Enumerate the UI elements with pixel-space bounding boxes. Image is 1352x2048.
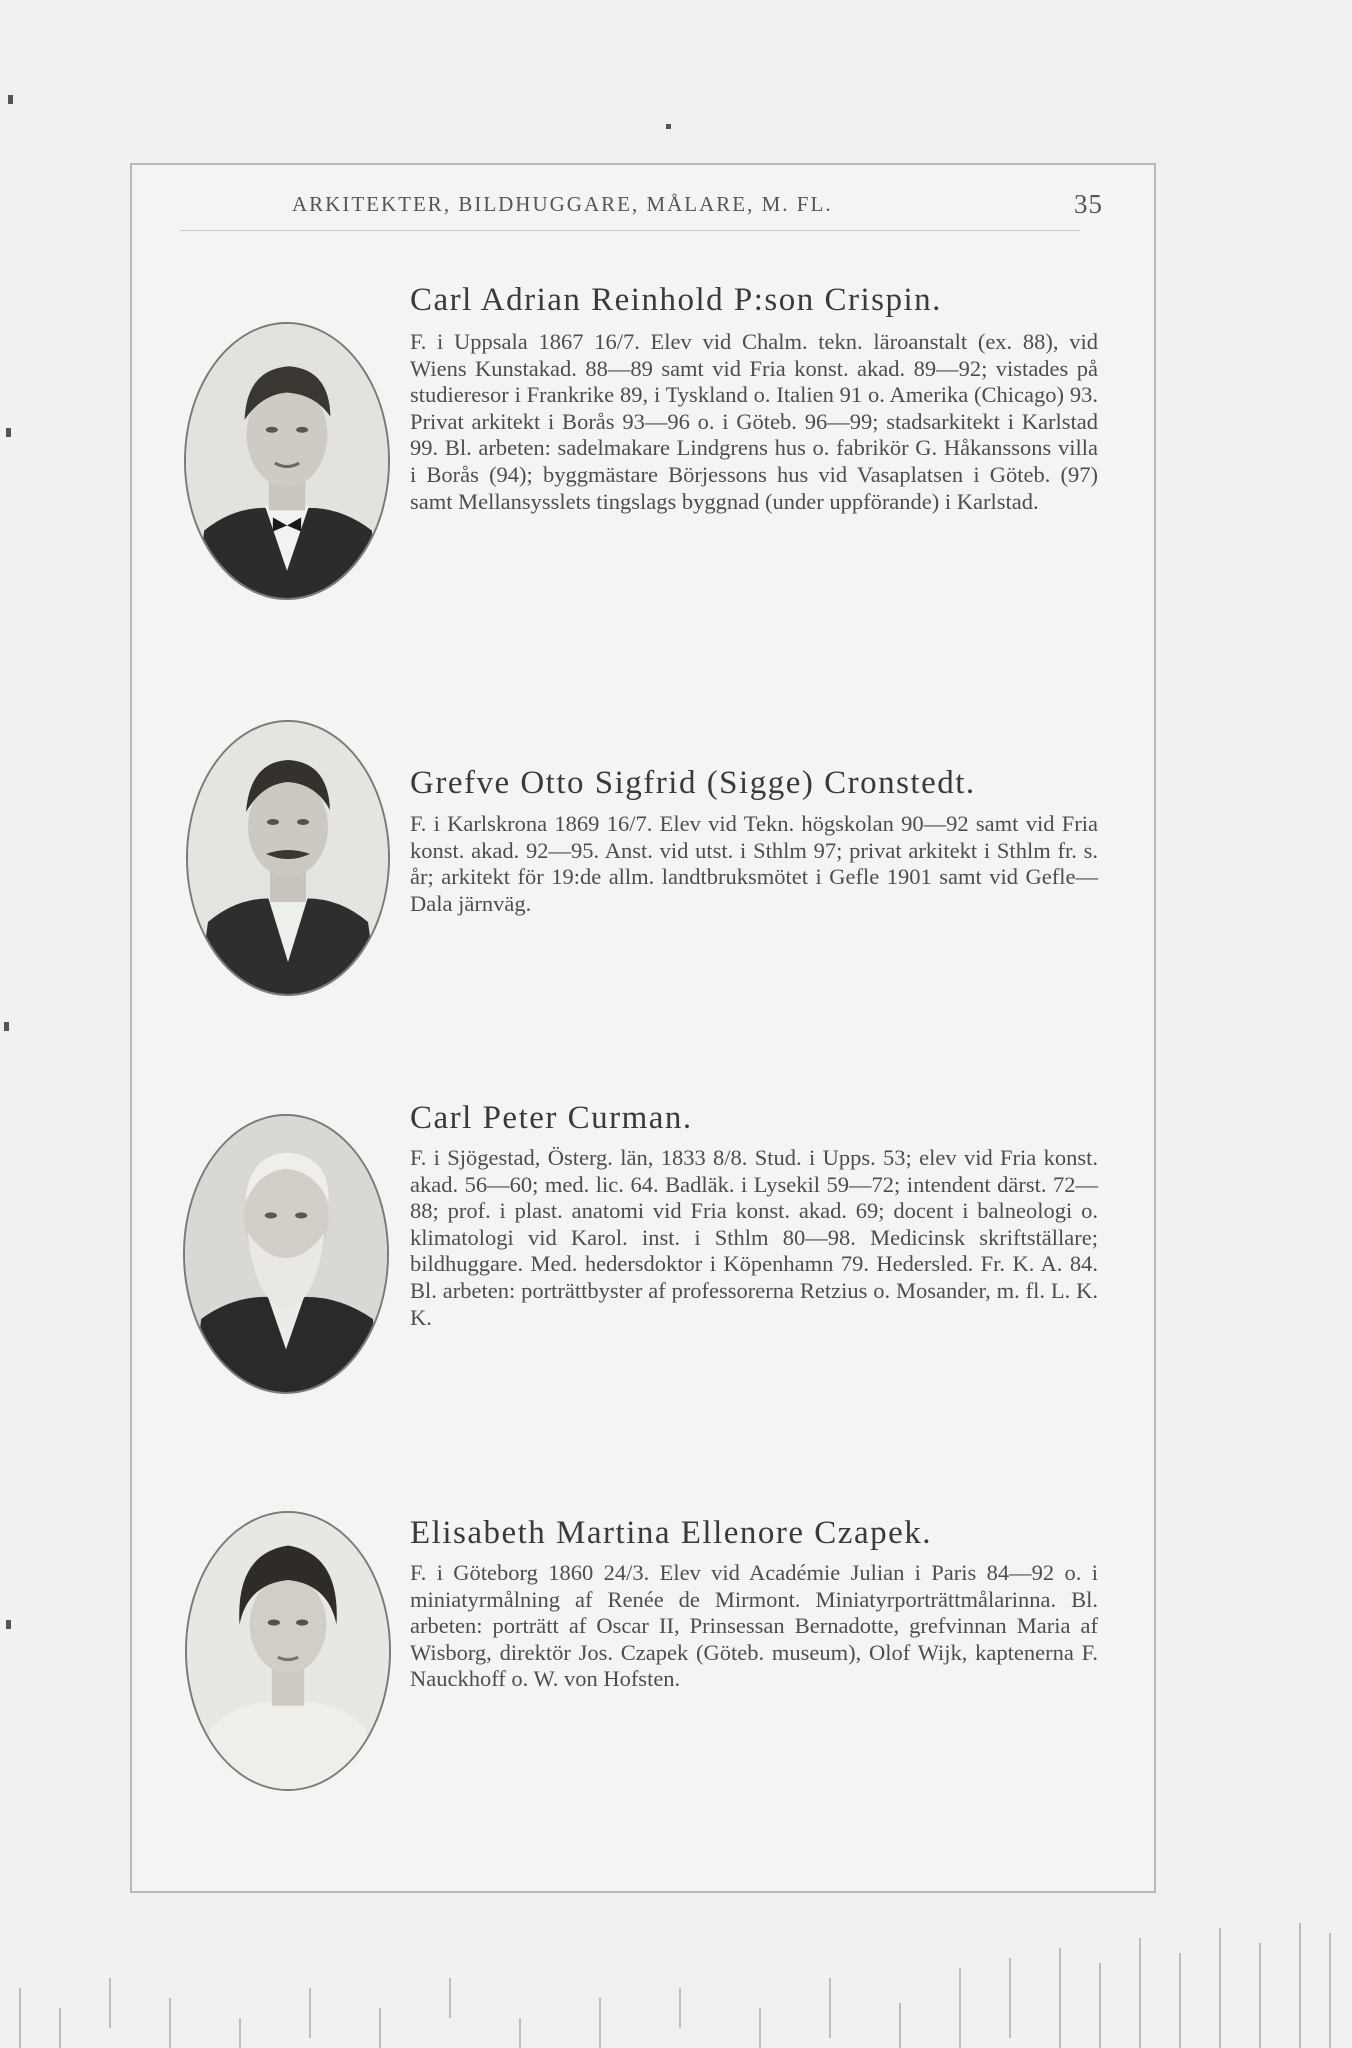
scan-speck: [8, 95, 13, 104]
scan-speck: [666, 124, 671, 129]
portrait-curman: [183, 1114, 389, 1394]
entry-name-czapek: Elisabeth Martina Ellenore Czapek.: [410, 1515, 932, 1551]
entry-name-curman: Carl Peter Curman.: [410, 1100, 693, 1136]
portrait-crispin: [184, 322, 390, 600]
scan-speck: [4, 1022, 9, 1031]
entry-text-cronstedt: F. i Karlskrona 1869 16/7. Elev vid Tekn. högskolan 90—92 samt vid Fria konst. akad. 92—95. Anst. vid utst. i Sthlm 97; privat arkitekt i Sthlm fr. s. år; arkitekt för 19:de allm. landtbruksmötet i Gefle 1901 samt vid Gefle—Dala järnväg.: [410, 811, 1098, 916]
scan-speck: [6, 428, 11, 437]
entry-text-czapek: F. i Göteborg 1860 24/3. Elev vid Académie Julian i Paris 84—92 o. i miniatyrmålning af Renée de Mirmont. Miniatyrporträttmålarinna. Bl. arbeten: porträtt af Oscar II, Prinsessan Bernadotte, grefvinnan Maria af Wisborg, direktör Jos. Czapek (Göteb. museum), Olof Wijk, kaptenerna F. Nauckhoff o. W. von Hofsten.: [410, 1560, 1098, 1692]
entry-text-curman: F. i Sjögestad, Österg. län, 1833 8/8. Stud. i Upps. 53; elev vid Fria konst. akad. 56—60; med. lic. 64. Badläk. i Lysekil 59—72; intendent därst. 72—88; prof. i plast. anatomi vid Fria konst. akad. 69; docent i balneologi o. klimatologi vid Karol. inst. i Sthlm 80—98. Medicinsk skriftställare; bildhuggare. Med. hedersdoktor i Köpenhamn 79. Hedersled. Fr. K. A. 84. Bl. arbeten: porträttbyster af professorerna Retzius o. Mosander, m. fl. L. K. K.: [410, 1145, 1098, 1330]
portrait-czapek: [185, 1511, 391, 1791]
page-number: 35: [1074, 189, 1103, 219]
entry-name-crispin: Carl Adrian Reinhold P:son Crispin.: [410, 282, 942, 318]
scan-speck: [6, 1620, 11, 1629]
entry-text-crispin: F. i Uppsala 1867 16/7. Elev vid Chalm. tekn. läroanstalt (ex. 88), vid Wiens Kunstakad. 88—89 samt vid Fria konst. akad. 89—92; vistades på studieresor i Frankrike 89, i Tyskland o. Italien 91 o. Amerika (Chicago) 93. Privat arkitekt i Borås 93—96 o. i Göteb. 96—99; stadsarkitekt i Karlstad 99. Bl. arbeten: sadelmakare Lindgrens hus o. fabrikör G. Håkanssons villa i Borås (94); byggmästare Börjessons hus vid Vasaplatsen i Göteb. (97) samt Mellansysslets tingslags byggnad (under uppförande) i Karlstad.: [410, 329, 1098, 514]
header-rule: [180, 230, 1080, 231]
entry-name-cronstedt: Grefve Otto Sigfrid (Sigge) Cronstedt.: [410, 765, 976, 801]
portrait-cronstedt: [186, 720, 390, 996]
scan-noise: [0, 1868, 1352, 2048]
running-head-title: ARKITEKTER, BILDHUGGARE, MÅLARE, M. FL.: [292, 192, 833, 216]
